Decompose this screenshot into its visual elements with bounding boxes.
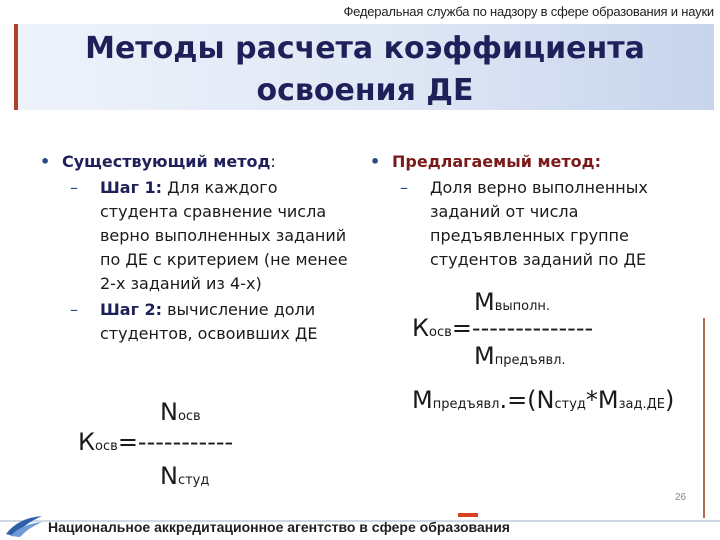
numerator-subscript: осв [177,409,201,424]
numerator-subscript: выполн. [494,299,551,314]
m-symbol: M [412,386,433,414]
agency-logo-icon [4,512,44,538]
step-1-label: Шаг 1: [100,178,163,197]
m2-subscript: зад.ДЕ [618,397,665,412]
denominator-subscript: предъявл. [494,353,566,368]
dash-icon: – [400,178,408,197]
bullet-icon: • [40,152,51,171]
denominator-subscript: студ [177,473,210,488]
lhs-symbol: К [412,314,430,342]
step-2 [40,298,360,346]
title-accent-bar [14,24,18,110]
lhs-subscript: осв [429,325,452,340]
bottom-accent-mark [458,513,478,517]
numerator-symbol: N [160,398,178,426]
right-formula-numerator [474,288,550,316]
fraction-line: =-------------- [451,314,594,342]
lhs-symbol: К [78,428,96,456]
proposed-method-column [370,150,690,272]
denominator-symbol: M [474,342,495,370]
left-formula-main [78,428,233,456]
proposed-step-text: Доля верно выполненных заданий от числа предъявленных группе студентов заданий по ДЕ [430,178,648,269]
n-subscript: студ [554,397,586,412]
step-1-text: Для каждого студента сравнение числа верно выполненных заданий по ДЕ с критерием (не менее 2-х заданий из 4-х) [100,178,348,293]
proposed-method-bullet [370,150,690,174]
slide-title-line-1: Методы расчета коэффициента [85,31,645,66]
slide-title [20,28,710,112]
page-number: 26 [675,492,687,503]
proposed-step [370,176,690,272]
step-1-body [100,176,360,296]
proposed-method-title: Предлагаемый метод: [392,152,601,171]
existing-method-column [40,150,360,346]
right-formula-denominator [474,342,566,370]
right-decorative-rule [703,318,705,518]
footer-agency-name: Национальное аккредитационное агентство в сфере образования [48,519,510,535]
m-subscript: предъявл [432,397,500,412]
times-m: *M [585,386,619,414]
denominator-symbol: N [160,462,178,490]
left-formula-numerator [160,398,201,426]
step-2-text: вычисление доли студентов, освоивших ДЕ [100,300,318,343]
right-formula-2 [412,386,674,414]
existing-method-bullet [40,150,360,174]
existing-method-heading [62,150,276,174]
dash-icon: – [70,300,78,319]
fraction-line: =----------- [117,428,234,456]
existing-method-title: Существующий метод [62,152,271,171]
step-2-body [100,298,360,346]
equals-n: .=(N [499,386,555,414]
bullet-icon: • [370,152,381,171]
step-1 [40,176,360,296]
dash-icon: – [70,178,78,197]
slide-title-line-2: освоения ДЕ [256,73,474,108]
left-formula-denominator [160,462,209,490]
agency-header: Федеральная служба по надзору в сфере образования и науки [343,4,714,19]
close-paren: ) [665,386,675,414]
right-formula-main [412,314,593,342]
existing-method-title-colon: : [270,152,276,171]
lhs-subscript: осв [95,439,118,454]
step-2-label: Шаг 2: [100,300,163,319]
numerator-symbol: M [474,288,495,316]
